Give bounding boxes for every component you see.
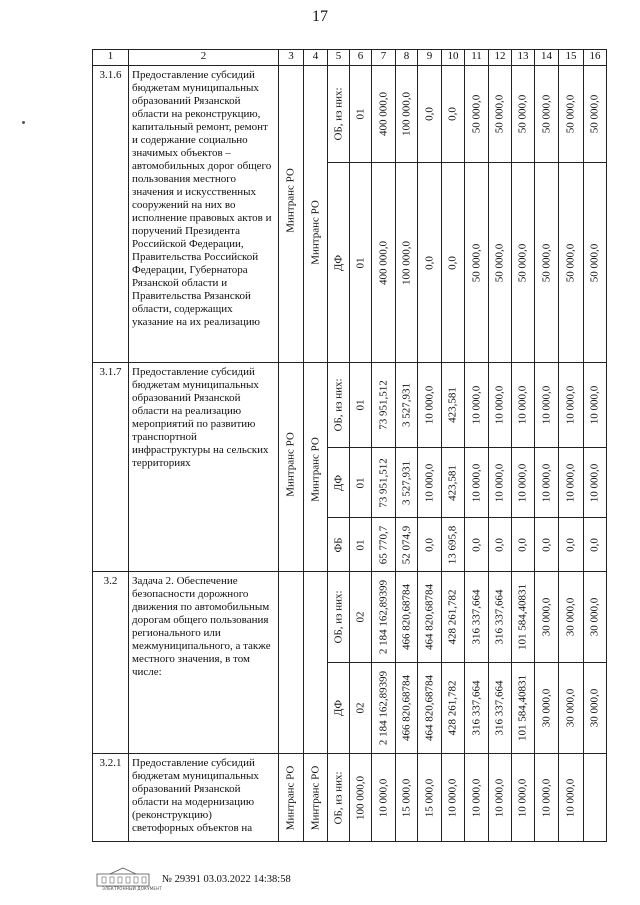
value-cell: 30 000,0 [564, 597, 577, 637]
col-header: 5 [328, 50, 350, 66]
value-cell: 10 000,0 [588, 385, 601, 425]
value-cell: 30 000,0 [540, 688, 552, 728]
row-code: 3.2.1 [93, 754, 129, 842]
value-cell: 464 820,68784 [423, 584, 435, 650]
header-row [93, 50, 607, 66]
value-cell: 73 951,512 [377, 380, 389, 430]
value-cell: 10 000,0 [377, 778, 389, 817]
value-cell: 30 000,0 [588, 597, 601, 637]
scan-dot [22, 121, 25, 124]
code-cell [350, 66, 372, 163]
value-cell: 100 000,0 [354, 775, 366, 820]
value-cell: 10 000,0 [540, 778, 552, 817]
source-label: ДФ [332, 474, 344, 491]
value-cell: 10 000,0 [564, 778, 577, 817]
footer [96, 866, 396, 896]
budget-code: 02 [354, 702, 366, 714]
value-cell: 10 000,0 [540, 385, 552, 425]
value-cell: 10 000,0 [446, 778, 459, 817]
value-cell: 15 000,0 [400, 778, 412, 817]
source-label: ОБ, из них: [332, 378, 344, 432]
col-header: 15 [559, 50, 584, 66]
executor: Минтранс РО [284, 168, 297, 233]
value-cell: 50 000,0 [470, 94, 482, 134]
participant-cell [304, 66, 328, 363]
value-cell: 0,0 [446, 255, 459, 270]
source-cell [328, 66, 350, 163]
col-header: 4 [304, 50, 328, 66]
empty-cell [584, 754, 607, 842]
col-header: 7 [372, 50, 396, 66]
value-cell: 101 584,40831 [516, 675, 529, 741]
col-header: 6 [350, 50, 372, 66]
value-cell: 30 000,0 [564, 688, 577, 728]
value-cell: 2 184 162,89399 [377, 670, 389, 746]
value-cell: 65 770,7 [377, 525, 389, 564]
executor-cell [279, 66, 304, 363]
value-cell: 0,0 [493, 537, 506, 552]
executor: Минтранс РО [284, 432, 297, 497]
value-cell: 316 337,664 [493, 680, 506, 736]
value-cell: 50 000,0 [493, 94, 506, 134]
value-cell: 466 820,68784 [400, 675, 412, 741]
value-cell: 0,0 [516, 537, 529, 552]
participant: Минтранс РО [309, 437, 321, 502]
value-cell: 2 184 162,89399 [377, 579, 389, 655]
col-header: 9 [418, 50, 442, 66]
source-label: ДФ [332, 254, 344, 271]
value-cell: 100 000,0 [400, 92, 412, 136]
measure-name: Предоставление субсидий бюджетам муниципальных образований Рязанской области на реализацию мероприятий по развитию транспортной инфраструктуры на сельских территориях [129, 363, 279, 572]
source-label: ОБ, из них: [332, 590, 344, 644]
executor-cell [279, 572, 304, 754]
value-cell: 0,0 [470, 537, 482, 552]
source-label: ДФ [332, 699, 344, 717]
measure-name: Предоставление субсидий бюджетам муниципальных образований Рязанской области на реконструкцию, капитальный ремонт, ремонт и содержание социально значимых объектов – автомобильных дорог общего пользования местного значения и искусственных сооружений на них во исполнение правовых актов и поручений Президента Российской Федерации, Правительства Российской Федерации, Губернатора Рязанской области и Правительства Рязанской области, содержащих указание на их реализацию [129, 66, 279, 363]
value-cell: 428 261,782 [446, 589, 459, 645]
executor: Минтранс РО [284, 765, 297, 830]
col-header: 13 [512, 50, 535, 66]
budget-code: 01 [354, 539, 366, 550]
source-label: ОБ, из них: [332, 87, 344, 141]
value-cell: 0,0 [423, 107, 435, 121]
col-header: 11 [465, 50, 489, 66]
col-header: 3 [279, 50, 304, 66]
value-cell: 316 337,664 [470, 589, 482, 645]
table-row [93, 66, 607, 163]
value-cell: 10 000,0 [564, 463, 577, 502]
value-cell: 30 000,0 [588, 688, 601, 728]
value-cell: 10 000,0 [423, 463, 435, 502]
value-cell: 10 000,0 [470, 778, 482, 817]
row-code: 3.1.7 [93, 363, 129, 572]
stamp-caption: ЭЛЕКТРОННЫЙ ДОКУМЕНТ [102, 886, 162, 891]
value-cell: 3 527,931 [400, 460, 412, 505]
participant: Минтранс РО [309, 765, 321, 830]
electronic-signature-stamp [96, 866, 150, 888]
value-cell: 50 000,0 [493, 243, 506, 282]
value-cell: 0,0 [588, 537, 601, 552]
value-cell: 423,581 [446, 387, 459, 423]
value-cell: 30 000,0 [540, 597, 552, 637]
value-cell: 101 584,40831 [516, 584, 529, 650]
measure-name: Предоставление субсидий бюджетам муниципальных образований Рязанской области на модернизацию (реконструкцию) светофорных объектов на [129, 754, 279, 842]
value-cell: 50 000,0 [540, 94, 552, 134]
value-cell: 466 820,68784 [400, 584, 412, 650]
col-header: 8 [396, 50, 418, 66]
col-header: 16 [584, 50, 607, 66]
source-label: ФБ [332, 536, 344, 553]
page-number: 17 [312, 8, 328, 25]
value-cell: 13 695,8 [446, 525, 459, 564]
table-row [93, 754, 607, 842]
measure-name: Задача 2. Обеспечение безопасности дорожного движения по автомобильным дорогам общего пользования регионального или межмуниципального, а также местного значения, в том числе: [129, 572, 279, 754]
value-cell: 10 000,0 [516, 778, 529, 817]
budget-code: 02 [354, 611, 366, 623]
registration-line: № 29391 03.03.2022 14:38:58 [162, 874, 291, 885]
value-cell: 10 000,0 [493, 778, 506, 817]
value-cell: 15 000,0 [423, 778, 435, 817]
value-cell: 73 951,512 [377, 457, 389, 508]
value-cell: 50 000,0 [564, 94, 577, 134]
value-cell: 0,0 [540, 537, 552, 552]
value-cell: 10 000,0 [516, 463, 529, 502]
source-label: ОБ, из них: [332, 770, 344, 825]
value-cell: 10 000,0 [564, 385, 577, 425]
value-cell: 3 527,931 [400, 383, 412, 427]
value-cell: 10 000,0 [470, 463, 482, 502]
value-cell: 0,0 [446, 107, 459, 121]
budget-code: 01 [354, 477, 366, 488]
value-cell: 316 337,664 [470, 680, 482, 736]
value-cell: 428 261,782 [446, 680, 459, 736]
value-cell: 50 000,0 [516, 243, 529, 282]
value-cell: 0,0 [564, 537, 577, 552]
value-cell: 464 820,68784 [423, 675, 435, 741]
budget-code: 01 [354, 257, 366, 268]
col-header: 10 [442, 50, 465, 66]
participant: Минтранс РО [309, 200, 321, 265]
value-cell: 0,0 [423, 255, 435, 270]
value-cell: 423,581 [446, 464, 459, 501]
value-cell: 400 000,0 [377, 240, 389, 285]
value-cell: 400 000,0 [377, 92, 389, 136]
budget-code: 01 [354, 108, 366, 120]
table-row [93, 363, 607, 448]
value-cell: 50 000,0 [588, 94, 601, 134]
value-cell: 10 000,0 [588, 463, 601, 502]
value-cell: 10 000,0 [493, 463, 506, 502]
value-cell: 10 000,0 [470, 385, 482, 425]
value-cell: 10 000,0 [493, 385, 506, 425]
row-code: 3.1.6 [93, 66, 129, 363]
program-table [92, 49, 607, 842]
col-header: 2 [129, 50, 279, 66]
col-header: 14 [535, 50, 559, 66]
col-header: 1 [93, 50, 129, 66]
value-cell: 316 337,664 [493, 589, 506, 645]
budget-code: 01 [354, 399, 366, 411]
value-cell: 50 000,0 [470, 243, 482, 282]
value-cell: 52 074,9 [400, 525, 412, 564]
value-cell: 50 000,0 [564, 243, 577, 282]
value-cell: 10 000,0 [423, 385, 435, 425]
table-row [93, 572, 607, 663]
participant-cell [304, 572, 328, 754]
value-cell: 50 000,0 [540, 243, 552, 282]
value-cell: 10 000,0 [540, 463, 552, 502]
value-cell: 50 000,0 [516, 94, 529, 134]
value-cell: 0,0 [423, 537, 435, 552]
value-cell: 100 000,0 [400, 240, 412, 285]
value-cell: 50 000,0 [588, 243, 601, 282]
col-header: 12 [489, 50, 512, 66]
value-cell: 10 000,0 [516, 385, 529, 425]
row-code: 3.2 [93, 572, 129, 754]
